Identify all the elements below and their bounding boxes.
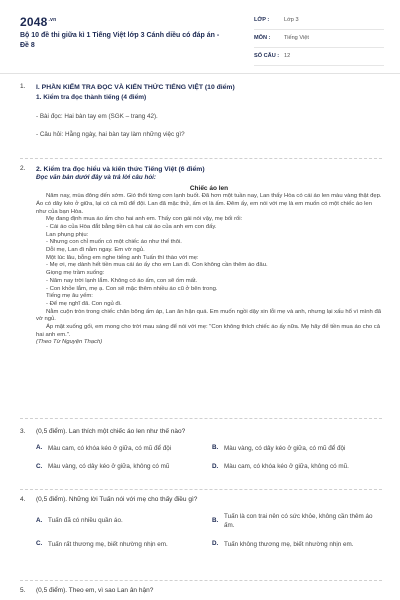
story-title: Chiếc áo len bbox=[189, 184, 229, 192]
question-text: (0,5 điểm). Theo em, vì sao Lan ân hận? bbox=[36, 587, 154, 594]
meta-label: SỐ CÂU : bbox=[254, 52, 280, 59]
option-text: Tuấn đã có nhiều quần áo. bbox=[48, 517, 123, 525]
reading-text: - Bài đọc: Hai bàn tay em (SGK – trang 42). bbox=[36, 112, 158, 120]
option-text: Màu cam, có khóa kéo ở giữa, không có mũ. bbox=[224, 463, 349, 471]
option-letter: D. bbox=[212, 540, 219, 548]
option-letter: A. bbox=[36, 444, 43, 452]
story-paragraph: Năm nay, mùa đông đến sớm. Gió thổi từng cơn lạnh buốt. Đã hơn một tuần nay, Lan thấy Hòa có cái áo len màu vàng thật đẹp. Áo có dây kéo ở giữa, lại có cả mũ để đội. Lan đã mặc thử, ấm ơi là ấm. Đêm ấy, em nói với mẹ là em muốn có một chiếc áo len như của bạn Hòa. bbox=[36, 193, 382, 215]
passage-instruction: Đọc văn bản dưới đây và trả lời câu hỏi: bbox=[36, 174, 157, 182]
question-4 bbox=[20, 496, 382, 549]
meta-label: MÔN : bbox=[254, 34, 271, 41]
meta-row-count bbox=[254, 48, 384, 66]
option-a[interactable] bbox=[36, 512, 206, 531]
divider bbox=[20, 418, 382, 419]
story-paragraph: Tiếng mẹ âu yếm: bbox=[46, 293, 93, 300]
question-number: 5. bbox=[20, 587, 26, 594]
question-1 bbox=[20, 83, 382, 140]
answer-options bbox=[36, 444, 382, 472]
option-d[interactable] bbox=[212, 540, 382, 549]
option-a[interactable] bbox=[36, 444, 206, 453]
meta-row-subject bbox=[254, 30, 384, 48]
story-paragraph: Dỗi mẹ, Lan đi nằm ngay. Em vờ ngủ. bbox=[46, 247, 145, 254]
option-d[interactable] bbox=[212, 462, 382, 471]
story-paragraph: Nằm cuộn tròn trong chiếc chăn bông ấm áp, Lan ân hận quá. Em muốn ngồi dậy xin lỗi mẹ và anh, nhưng lại xấu hổ vì mình đã vờ ngủ. bbox=[36, 308, 382, 323]
option-text: Màu vàng, có dây kéo ở giữa, không có mũ bbox=[48, 463, 170, 471]
question-2 bbox=[20, 165, 382, 347]
story-paragraph: - Năm nay trời lạnh lắm. Không có áo ấm, con sẽ ốm mất. bbox=[46, 277, 198, 284]
question-text: (0,5 điểm). Lan thích một chiếc áo len như thế nào? bbox=[36, 428, 186, 435]
option-letter: D. bbox=[212, 462, 219, 470]
meta-label: LỚP : bbox=[254, 16, 270, 23]
meta-panel bbox=[254, 12, 384, 66]
answer-options bbox=[36, 512, 382, 549]
question-number: 3. bbox=[20, 428, 26, 435]
logo-text: 2048 bbox=[20, 15, 48, 29]
option-text: Màu vàng, có dây kéo ở giữa, có mũ để đội bbox=[224, 444, 346, 452]
question-text: (0,5 điểm). Những lời Tuấn nói với mẹ cho thấy điều gì? bbox=[36, 496, 198, 503]
section-title: 2. Kiểm tra đọc hiểu và kiến thức Tiếng Việt (6 điểm) bbox=[36, 166, 205, 173]
story-paragraph: - Con khỏe lắm, mẹ ạ. Con sẽ mặc thêm nhiều áo cũ ở bên trong. bbox=[46, 285, 218, 292]
question-5 bbox=[20, 587, 382, 596]
option-b[interactable] bbox=[212, 512, 382, 531]
option-letter: B. bbox=[212, 516, 219, 524]
logo-suffix: .vn bbox=[48, 17, 57, 23]
divider bbox=[20, 489, 382, 490]
section-subtitle: 1. Kiểm tra đọc thành tiếng (4 điểm) bbox=[36, 94, 147, 102]
story-paragraph: - Mẹ ơi, mẹ dành hết tiền mua cái áo ấy cho em Lan đi. Con không cần thêm áo đâu. bbox=[46, 262, 268, 269]
question-3 bbox=[20, 428, 382, 472]
option-c[interactable] bbox=[36, 540, 206, 549]
option-b[interactable] bbox=[212, 444, 382, 453]
option-letter: C. bbox=[36, 462, 43, 470]
divider bbox=[20, 580, 382, 581]
question-number: 2. bbox=[20, 165, 26, 172]
question-number: 4. bbox=[20, 496, 26, 503]
site-logo[interactable] bbox=[20, 14, 56, 30]
question-number: 1. bbox=[20, 83, 26, 90]
option-c[interactable] bbox=[36, 462, 206, 471]
meta-value: Lớp 3 bbox=[284, 16, 299, 23]
option-letter: C. bbox=[36, 540, 43, 548]
story-paragraph: Lan phụng phịu: bbox=[46, 231, 89, 238]
story-paragraph: - Để mẹ nghĩ đã. Con ngủ đi. bbox=[46, 300, 122, 307]
page-header bbox=[0, 0, 400, 74]
story-paragraph: Giọng mẹ trầm xuống: bbox=[46, 270, 105, 277]
option-letter: B. bbox=[212, 444, 219, 452]
section-title: I. PHẦN KIỂM TRA ĐỌC VÀ KIẾN THỨC TIẾNG VIỆT (10 điểm) bbox=[36, 84, 235, 91]
option-text: Tuấn không thương mẹ, biết nhường nhịn em. bbox=[224, 540, 354, 548]
option-text: Tuấn là con trai nên có sức khỏe, không cần thêm áo ấm. bbox=[224, 512, 373, 530]
story-paragraph: - Nhưng con chỉ muốn có một chiếc áo như thế thôi. bbox=[46, 239, 182, 246]
story-author: (Theo Từ Nguyện Thạch) bbox=[36, 339, 103, 346]
meta-value: Tiếng Việt bbox=[284, 34, 309, 41]
option-text: Màu cam, có khóa kéo ở giữa, có mũ để đội bbox=[48, 444, 172, 452]
story-paragraph: Một lúc lâu, bỗng em nghe tiếng anh Tuấn thì thào với mẹ: bbox=[46, 254, 199, 261]
meta-row-grade bbox=[254, 12, 384, 30]
story-passage bbox=[36, 193, 382, 346]
meta-value: 12 bbox=[284, 52, 291, 59]
divider bbox=[20, 158, 382, 159]
option-text: Tuấn rất thương mẹ, biết nhường nhịn em. bbox=[48, 540, 168, 548]
story-paragraph: Mẹ đang định mua áo ấm cho hai anh em. Thấy con gái nói vậy, mẹ bối rối: bbox=[46, 216, 243, 223]
story-paragraph: - Cái áo của Hòa đắt bằng tiền cả hai cái áo của anh em con đấy. bbox=[46, 224, 217, 231]
document-title: Bộ 10 đề thi giữa kì 1 Tiếng Việt lớp 3 Cánh diều có đáp án - Đề 8 bbox=[20, 32, 220, 50]
reading-question: - Câu hỏi: Hằng ngày, hai bàn tay làm những việc gì? bbox=[36, 131, 185, 139]
story-paragraph: Áp mặt xuống gối, em mong cho trời mau sáng để nói với mẹ: "Con không thích chiếc áo ấy nữa. Mẹ hãy để tiền mua áo cho cả hai anh em.". bbox=[36, 323, 381, 338]
option-letter: A. bbox=[36, 516, 43, 524]
